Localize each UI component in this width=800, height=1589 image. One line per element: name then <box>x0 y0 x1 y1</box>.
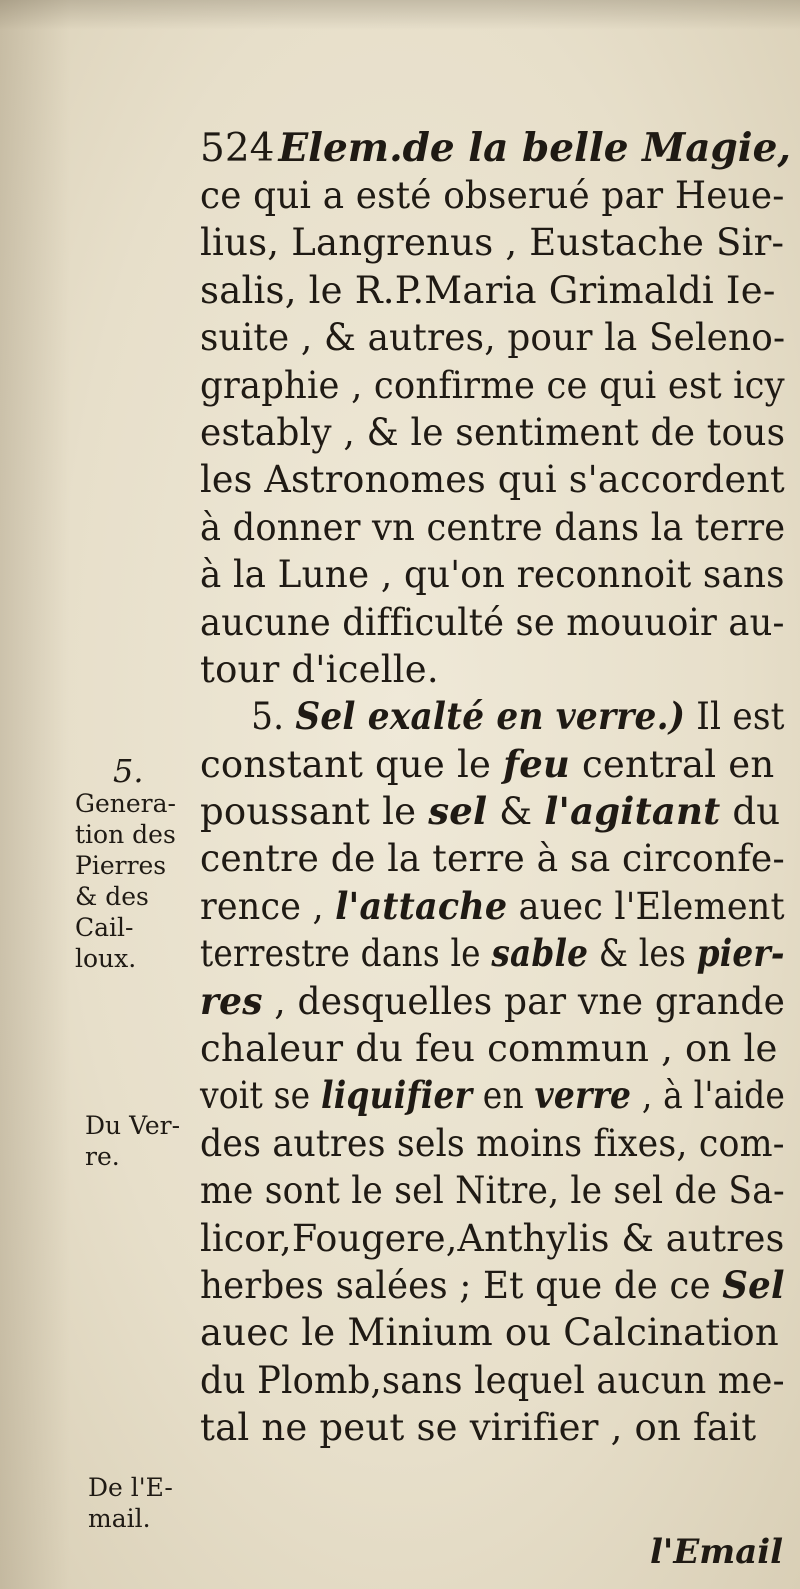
section-heading-line <box>200 693 785 740</box>
margin-note-generation <box>75 788 176 974</box>
margin-note-du-verre <box>85 1110 180 1172</box>
text-line <box>200 788 785 835</box>
page-gutter-shadow <box>0 0 70 1589</box>
text-line <box>200 1262 785 1309</box>
text-line: licor,Fougere,Anthylis & autres <box>200 1216 785 1260</box>
margin-note-line: Du Ver- <box>85 1111 181 1140</box>
italic-term: res <box>200 978 263 1023</box>
text-line: du Plomb,sans lequel aucun me- <box>200 1358 785 1402</box>
text-line: ce qui a esté obserué par Heue- <box>200 174 785 217</box>
italic-term: l'agitant <box>544 789 721 834</box>
text-line <box>200 741 785 788</box>
text-run: Il est <box>685 695 785 739</box>
italic-term: liquifier <box>320 1073 473 1118</box>
text-line <box>200 930 785 977</box>
italic-term: feu <box>503 741 571 786</box>
catchword: l'Email <box>650 1532 784 1572</box>
text-line <box>200 1072 786 1119</box>
margin-note-line: loux. <box>75 944 137 973</box>
margin-note-line: mail. <box>88 1504 151 1533</box>
margin-note-line: Genera- <box>75 789 176 818</box>
main-text-block <box>200 172 785 1452</box>
text-run: poussant le <box>200 790 429 834</box>
margin-note-line: tion des <box>75 820 176 849</box>
text-line: à donner vn centre dans la terre <box>200 505 786 549</box>
text-line: à la Lune , qu'on reconnoit sans <box>200 553 785 597</box>
page-number: 524 <box>200 126 275 171</box>
text-line: centre de la terre à sa circonfe- <box>200 837 785 881</box>
text-run: auec l'Element <box>507 884 785 928</box>
text-line: graphie , confirme ce qui est icy <box>200 363 785 407</box>
text-run: du <box>720 790 781 834</box>
text-line: tour d'icelle. <box>200 647 439 691</box>
margin-note-line: Pierres <box>75 851 167 880</box>
text-line: estably , & le sentiment de tous <box>200 410 786 454</box>
text-run: , desquelles par vne grande <box>262 979 786 1023</box>
margin-note-line: & des <box>75 882 149 911</box>
text-line: suite , & autres, pour la Seleno- <box>200 316 786 360</box>
margin-note-line: re. <box>85 1142 120 1171</box>
italic-term: Sel <box>722 1262 785 1307</box>
text-line: auec le Minium ou Calcination <box>200 1311 779 1355</box>
text-run: central en <box>570 742 775 786</box>
text-line <box>200 978 786 1025</box>
text-line: tal ne peut se virifier , on fait <box>200 1406 757 1450</box>
running-header <box>200 124 791 173</box>
running-title: Elem.de la belle Magie, <box>278 125 791 171</box>
page-top-shadow <box>0 0 800 30</box>
margin-note-line: De l'E- <box>88 1473 173 1502</box>
text-run: terrestre dans le <box>200 932 492 976</box>
italic-term: verre <box>534 1073 632 1118</box>
margin-section-number: 5. <box>113 752 144 790</box>
text-run: , à l'aide <box>631 1074 786 1118</box>
text-line: les Astronomes qui s'accordent <box>200 458 785 502</box>
text-run: constant que le <box>200 742 504 786</box>
text-run: rence , <box>200 884 336 928</box>
text-run: voit se <box>200 1074 321 1118</box>
text-run: & les <box>588 932 697 976</box>
section-title: Sel exalté en verre.) <box>295 694 686 739</box>
italic-term: sel <box>428 789 488 834</box>
text-run: en <box>472 1074 535 1118</box>
text-line: me sont le sel Nitre, le sel de Sa- <box>200 1169 785 1213</box>
margin-note-de-l-email <box>88 1472 173 1534</box>
text-line: salis, le R.P.Maria Grimaldi Ie- <box>200 268 776 312</box>
text-line <box>200 883 785 930</box>
section-number: 5. <box>251 695 285 739</box>
text-line: aucune difficulté se mouuoir au- <box>200 600 785 644</box>
text-run: herbes salées ; Et que de ce <box>200 1263 723 1307</box>
italic-term: l'attache <box>335 883 508 928</box>
italic-term: pier- <box>696 931 785 976</box>
text-line: des autres sels moins fixes, com- <box>200 1121 785 1165</box>
text-run: & <box>487 790 545 834</box>
text-line: chaleur du feu commun , on le <box>200 1027 778 1071</box>
italic-term: sable <box>491 931 589 976</box>
text-line: lius, Langrenus , Eustache Sir- <box>200 221 785 265</box>
margin-note-line: Cail- <box>75 913 134 942</box>
